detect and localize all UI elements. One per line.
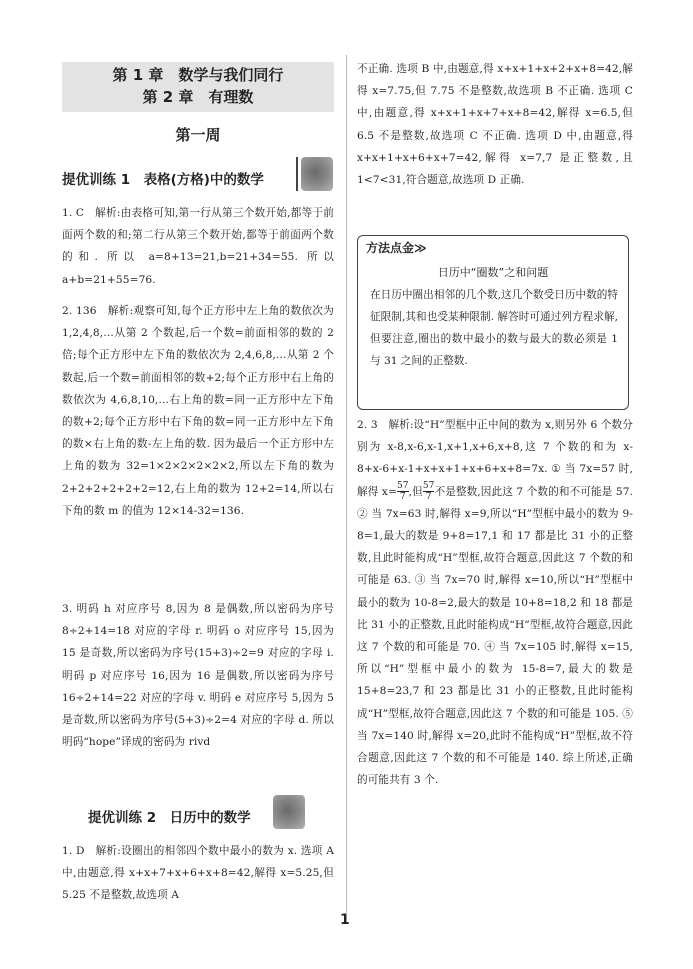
answer-2-2-part-c: 不是整数,因此这 7 个数的和不可能是 57. ② 当 7x=63 时,解得 x=9,所以“H”型框中最小的数为 9-8=1,最大的数是 9+8=17,1 和 17 都是比 31 小的正整数,且此时能构成“H”型框,故符合题意,因此这 7 个数的和可能是 63. ③ 当 7x=70 时,解得 x=10,所以“H”型框中最小的数为 10-8=2,最大的数是 10+8=18,2 和 18 都是比 31 小的正整数,且此时能构成“H”型框,故符合题意,因此这 7 个数的和可能是 70. ④ 当 7x=105 时,解得 x=15,所以“H”型框中最小的数为 15-8=7,最大的数是 15+8=23,7 和 23 都是比 31 小的正整数,且此时能构成“H”型框,故符合题意,因此这 7 个数的和可能是 105. ⑤ 当 7x=140 时,解得 x=20,此时不能构成“H”型框,故不符合题意,因此这 7 个数的和不可能是 140. 综上所述,正确的可能共有 3 个. <box>357 485 634 787</box>
fraction-denominator: 7 <box>399 492 406 503</box>
chapter-line-2: 第 2 章 有理数 <box>142 88 254 106</box>
chapter-header <box>62 62 334 112</box>
fraction-numerator: 57 <box>396 481 409 492</box>
qr-code-icon <box>301 157 333 191</box>
section-title-1: 提优训练 1 表格(方格)中的数学 <box>62 172 264 188</box>
answer-2-2 <box>357 414 633 791</box>
fraction-denominator: 7 <box>425 492 432 503</box>
method-tip-title: 日历中“圈数”之和问题 <box>437 266 549 279</box>
fraction-numerator: 57 <box>422 481 435 492</box>
qr-divider <box>296 157 298 191</box>
week-title: 第一周 <box>175 126 221 144</box>
section-title-2: 提优训练 2 日历中的数学 <box>88 810 251 826</box>
answer-2-1-continued: 不正确. 选项 B 中,由题意,得 x+x+1+x+2+x+8=42,解得 x=7.75,但 7.75 不是整数,故选项 B 不正确. 选项 C 中,由题意,得 x+x+1+x+7+x+8=42,解得 x=6.5,但 6.5 不是整数,故选项 C 不正确. 选项 D 中,由题意,得 x+x+1+x+6+x+7=42,解得 x=7,7 是正整数,且 1<7<31,符合题意,故选项 D 正确. <box>357 63 633 187</box>
column-divider <box>346 55 347 913</box>
answer-2-2-part-b: ,但 <box>408 485 423 498</box>
page-number: 1 <box>340 912 350 928</box>
answer-2-1: 1. D 解析:设圈出的相邻四个数中最小的数为 x. 选项 A 中,由题意,得 x+x+7+x+6+x+8=42,解得 x=5.25,但 5.25 不是整数,故选项 A <box>62 845 334 902</box>
answer-2-2-part-a: 2. 3 解析:设“H”型框中正中间的数为 x,则另外 6 个数分别为 x-8,x-6,x-1,x+1,x+6,x+8,这 7 个数的和为 x-8+x-6+x-1+x+x+1+x+6+x+8=7x. ① 当 7x=57 时,解得 x= <box>357 419 633 498</box>
qr-code-icon <box>273 795 305 829</box>
method-tip-label: 方法点金≫ <box>366 241 427 255</box>
answer-1-2: 2. 136 解析:观察可知,每个正方形中左上角的数依次为 1,2,4,8,…从第 2 个数起,后一个数=前面相邻的数的 2 倍;每个正方形中左下角的数依次为 2,4,6,8,…从第 2 个数起,后一个数=前面相邻的数+2;每个正方形中右上角的数依次为 4,6,8,10,…右上角的数=同一正方形中左下角的数+2;每个正方形中右下角的数=同一正方形中左下角的数×右上角的数-左上角的数. 因为最后一个正方形中左上角的数为 32=1×2×2×2×2×2,所以左下角的数为 2+2+2+2+2+2=12,右上角的数为 12+2=14,所以右下角的数 m 的值为 12×14-32=136. <box>62 305 334 517</box>
fraction <box>423 481 435 502</box>
chapter-line-1: 第 1 章 数学与我们同行 <box>112 66 284 84</box>
answer-1-3: 3. 明码 h 对应序号 8,因为 8 是偶数,所以密码为序号 8÷2+14=18 对应的字母 r. 明码 o 对应序号 15,因为 15 是奇数,所以密码为序号(15+3)÷2=9 对应的字母 i. 明码 p 对应序号 16,因为 16 是偶数,所以密码为序号 16÷2+14=22 对应的字母 v. 明码 e 对应序号 5,因为 5 是奇数,所以密码为序号(5+3)÷2=4 对应的字母 d. 所以明码“hope”译成的密码为 rivd <box>62 603 334 749</box>
answer-1-1: 1. C 解析:由表格可知,第一行从第三个数开始,都等于前面两个数的和;第二行从第三个数开始,都等于前面两个数的和. 所以 a=8+13=21,b=21+34=55. 所以 a+b=21+55=76. <box>62 207 334 286</box>
method-tip-box <box>357 235 629 410</box>
fraction <box>397 481 409 502</box>
method-tip-text: 在日历中圈出相邻的几个数,这几个数受日历中数的特征限制,其和也受某种限制. 解答时可通过列方程求解,但要注意,圈出的数中最小的数与最大的数必须是 1 与 31 之间的正整数. <box>370 289 618 367</box>
